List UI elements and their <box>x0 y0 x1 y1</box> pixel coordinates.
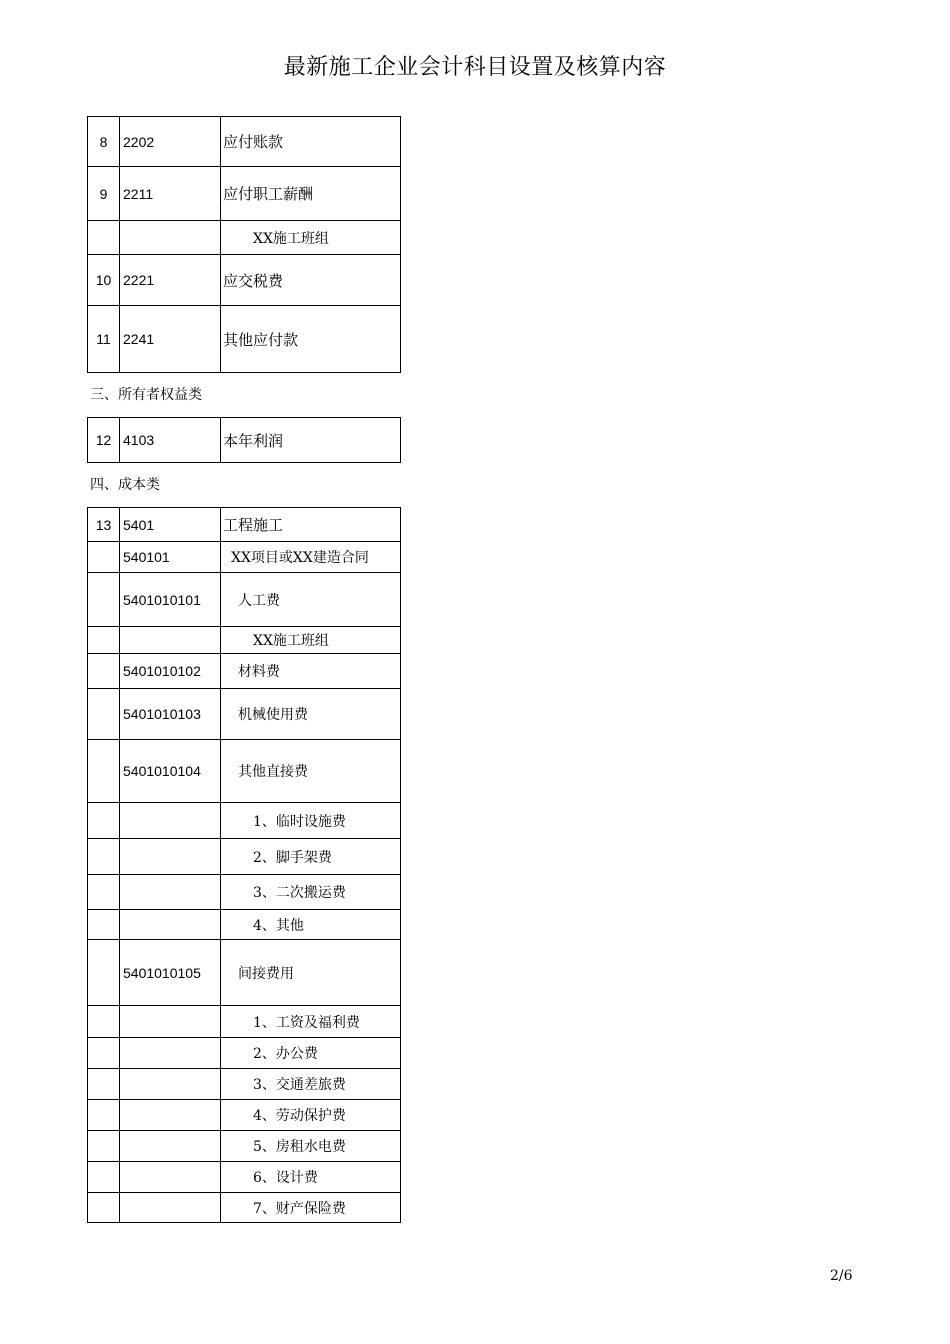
account-code <box>120 1100 221 1131</box>
row-number: 9 <box>88 167 120 221</box>
account-name: 其他应付款 <box>221 306 401 373</box>
page-number: 2/6 <box>830 1268 853 1284</box>
row-number: 13 <box>88 508 120 542</box>
row-number <box>88 221 120 255</box>
row-number <box>88 689 120 740</box>
table-row <box>88 940 401 1006</box>
account-code: 5401010104 <box>120 740 221 803</box>
account-code: 4103 <box>120 418 221 463</box>
account-table <box>87 116 401 373</box>
table-row <box>88 1162 401 1193</box>
account-code: 2211 <box>120 167 221 221</box>
row-number <box>88 875 120 910</box>
account-code <box>120 1131 221 1162</box>
section-heading: 四、成本类 <box>90 477 160 493</box>
table-row <box>88 167 401 221</box>
account-name: 材料费 <box>221 654 401 689</box>
table-row <box>88 255 401 306</box>
section-heading: 三、所有者权益类 <box>90 387 202 403</box>
account-name: 1、工资及福利费 <box>221 1006 401 1038</box>
table-row <box>88 875 401 910</box>
table-row <box>88 1006 401 1038</box>
account-name: 5、房租水电费 <box>221 1131 401 1162</box>
table-row <box>88 740 401 803</box>
row-number <box>88 1038 120 1069</box>
account-name: 3、二次搬运费 <box>221 875 401 910</box>
account-code: 2221 <box>120 255 221 306</box>
account-name: 间接费用 <box>221 940 401 1006</box>
account-name: 工程施工 <box>221 508 401 542</box>
table-row <box>88 1193 401 1223</box>
table-row <box>88 689 401 740</box>
account-name: 2、办公费 <box>221 1038 401 1069</box>
row-number <box>88 1006 120 1038</box>
account-name: 7、财产保险费 <box>221 1193 401 1223</box>
account-name: 人工费 <box>221 573 401 627</box>
row-number <box>88 654 120 689</box>
account-name: 应付职工薪酬 <box>221 167 401 221</box>
account-code <box>120 1038 221 1069</box>
table-row <box>88 803 401 839</box>
account-code <box>120 875 221 910</box>
table-row <box>88 117 401 167</box>
row-number <box>88 803 120 839</box>
account-code <box>120 839 221 875</box>
table-row <box>88 1069 401 1100</box>
account-name: 机械使用费 <box>221 689 401 740</box>
account-name: 应付账款 <box>221 117 401 167</box>
account-code <box>120 910 221 940</box>
row-number <box>88 627 120 654</box>
table-row <box>88 573 401 627</box>
row-number <box>88 1131 120 1162</box>
account-name: XX项目或XX建造合同 <box>221 542 401 573</box>
account-code <box>120 1069 221 1100</box>
account-table-sheet <box>87 116 400 1223</box>
row-number <box>88 910 120 940</box>
table-row <box>88 910 401 940</box>
account-name: 6、设计费 <box>221 1162 401 1193</box>
account-code <box>120 1006 221 1038</box>
row-number <box>88 542 120 573</box>
account-code: 5401010103 <box>120 689 221 740</box>
account-code: 5401 <box>120 508 221 542</box>
table-row <box>88 418 401 463</box>
row-number: 10 <box>88 255 120 306</box>
table-row <box>88 542 401 573</box>
row-number <box>88 839 120 875</box>
account-table <box>87 417 401 463</box>
account-name: 4、其他 <box>221 910 401 940</box>
table-row <box>88 654 401 689</box>
account-code: 5401010101 <box>120 573 221 627</box>
account-name: 应交税费 <box>221 255 401 306</box>
account-code <box>120 1162 221 1193</box>
table-row <box>88 306 401 373</box>
account-name: 2、脚手架费 <box>221 839 401 875</box>
account-code: 2241 <box>120 306 221 373</box>
account-code <box>120 221 221 255</box>
account-name: XX施工班组 <box>221 221 401 255</box>
account-name: 3、交通差旅费 <box>221 1069 401 1100</box>
table-row <box>88 221 401 255</box>
account-code: 2202 <box>120 117 221 167</box>
table-row <box>88 508 401 542</box>
account-code <box>120 627 221 654</box>
account-code: 5401010105 <box>120 940 221 1006</box>
account-name: 其他直接费 <box>221 740 401 803</box>
table-row <box>88 1038 401 1069</box>
row-number <box>88 740 120 803</box>
row-number <box>88 940 120 1006</box>
account-code <box>120 1193 221 1223</box>
table-row <box>88 627 401 654</box>
table-row <box>88 839 401 875</box>
account-code: 540101 <box>120 542 221 573</box>
account-code <box>120 803 221 839</box>
table-row <box>88 1131 401 1162</box>
row-number: 11 <box>88 306 120 373</box>
account-code: 5401010102 <box>120 654 221 689</box>
account-name: XX施工班组 <box>221 627 401 654</box>
row-number <box>88 1100 120 1131</box>
row-number <box>88 1193 120 1223</box>
table-row <box>88 1100 401 1131</box>
page-title: 最新施工企业会计科目设置及核算内容 <box>283 55 667 80</box>
account-name: 1、临时设施费 <box>221 803 401 839</box>
account-table <box>87 507 401 1223</box>
account-name: 4、劳动保护费 <box>221 1100 401 1131</box>
row-number: 12 <box>88 418 120 463</box>
row-number <box>88 1162 120 1193</box>
row-number <box>88 1069 120 1100</box>
row-number: 8 <box>88 117 120 167</box>
row-number <box>88 573 120 627</box>
account-name: 本年利润 <box>221 418 401 463</box>
